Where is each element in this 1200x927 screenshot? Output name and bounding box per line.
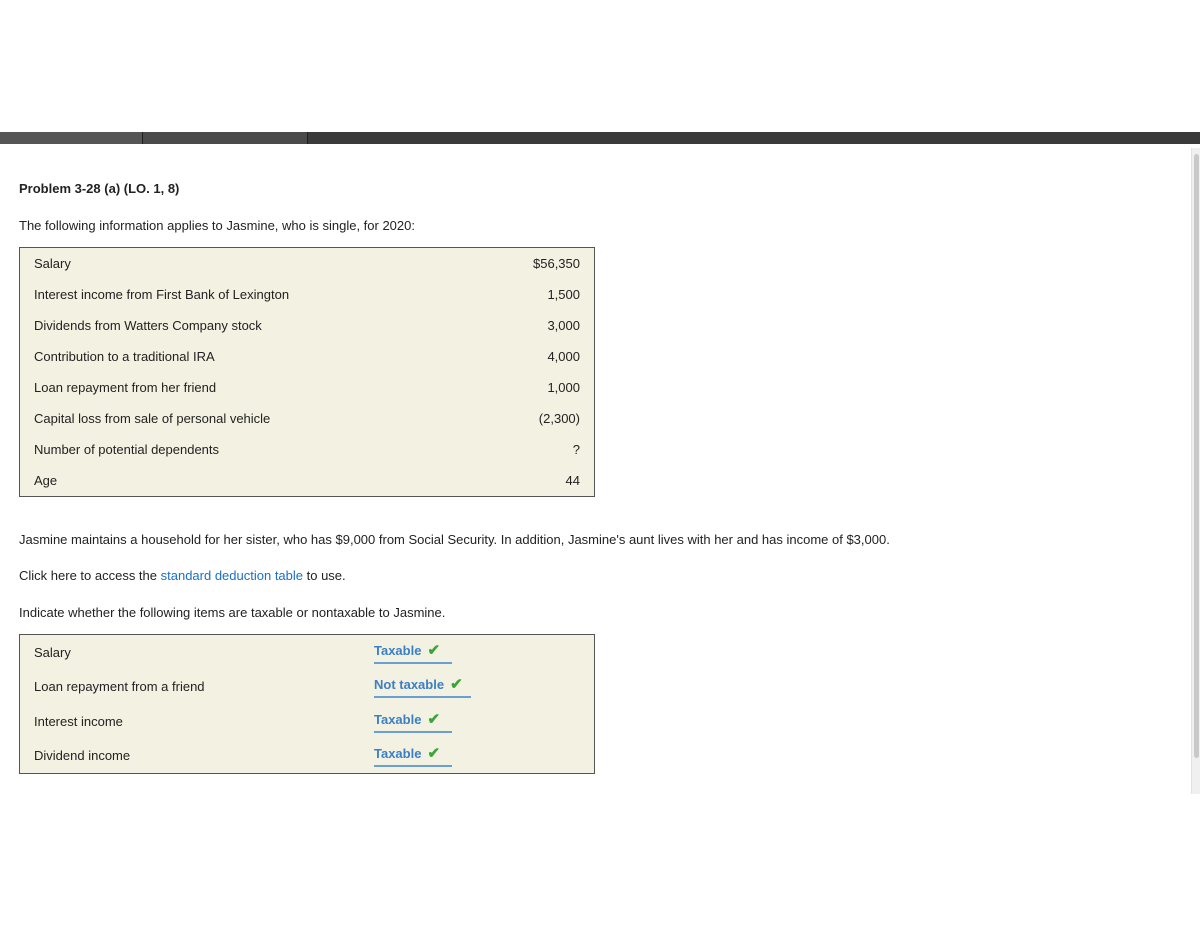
info-table (19, 247, 595, 497)
row-value: 44 (565, 473, 580, 488)
row-label: Dividends from Watters Company stock (34, 318, 262, 333)
answer-value: Taxable (374, 711, 422, 727)
check-icon: ✔ (427, 641, 441, 659)
answer-cell (360, 635, 595, 670)
row-label: Capital loss from sale of personal vehicle (34, 411, 271, 426)
check-icon: ✔ (427, 710, 441, 728)
problem-title: Problem 3-28 (a) (LO. 1, 8) (19, 181, 180, 196)
check-icon: ✔ (427, 745, 441, 763)
answer-dropdown[interactable] (374, 675, 471, 698)
table-row (20, 372, 595, 403)
instruction-paragraph: Indicate whether the following items are taxable or nontaxable to Jasmine. (19, 605, 446, 620)
problem-intro: The following information applies to Jasmine, who is single, for 2020: (19, 218, 415, 233)
row-label: Age (34, 473, 58, 488)
standard-deduction-table-link[interactable]: standard deduction table (160, 568, 304, 583)
answer-row (20, 704, 595, 739)
row-value: 1,500 (547, 287, 580, 302)
toolbar-segment (143, 132, 307, 144)
table-row (20, 310, 595, 341)
problem-content (19, 181, 1169, 774)
row-value: ? (572, 442, 580, 457)
answer-cell (360, 670, 595, 705)
link-prefix: Click here to access the (19, 568, 161, 583)
row-label: Loan repayment from her friend (34, 380, 217, 395)
top-toolbar (0, 132, 1200, 144)
link-suffix: to use. (303, 568, 346, 583)
toolbar-divider (142, 132, 143, 144)
row-label: Interest income from First Bank of Lexington (34, 287, 290, 302)
answer-label: Loan repayment from a friend (34, 679, 205, 695)
row-label: Contribution to a traditional IRA (34, 349, 215, 364)
answer-label: Interest income (34, 713, 123, 729)
answer-row (20, 635, 595, 670)
answer-cell (360, 739, 595, 774)
toolbar-segment (0, 132, 142, 144)
table-row (20, 279, 595, 310)
answer-dropdown[interactable] (374, 744, 452, 767)
answer-row (20, 739, 595, 774)
answer-value: Taxable (374, 746, 422, 762)
table-row (20, 403, 595, 434)
answer-label: Dividend income (34, 748, 131, 764)
answer-cell (360, 704, 595, 739)
answer-row (20, 670, 595, 705)
row-value: (2,300) (538, 411, 580, 426)
answer-value: Not taxable (374, 677, 445, 693)
row-value: 1,000 (547, 380, 580, 395)
row-value: 3,000 (547, 318, 580, 333)
household-paragraph: Jasmine maintains a household for her sister, who has $9,000 from Social Security. In addition, Jasmine's aunt lives with her and has income of $3,000. (19, 532, 890, 547)
answer-table (19, 634, 595, 774)
table-row (20, 434, 595, 465)
table-row (20, 465, 595, 497)
row-label: Salary (34, 256, 71, 271)
answer-dropdown[interactable] (374, 641, 452, 664)
toolbar-divider (307, 132, 308, 144)
check-icon: ✔ (450, 676, 463, 694)
deduction-link-paragraph (19, 568, 1169, 585)
scrollbar-thumb[interactable] (1194, 154, 1199, 758)
row-value: $56,350 (533, 256, 580, 271)
vertical-scrollbar[interactable] (1191, 148, 1200, 794)
answer-value: Taxable (374, 642, 422, 658)
answer-label: Salary (34, 644, 71, 660)
answer-dropdown[interactable] (374, 710, 452, 733)
row-value: 4,000 (547, 349, 580, 364)
table-row (20, 341, 595, 372)
table-row (20, 248, 595, 280)
toolbar-segment (308, 132, 1200, 144)
row-label: Number of potential dependents (34, 442, 220, 457)
